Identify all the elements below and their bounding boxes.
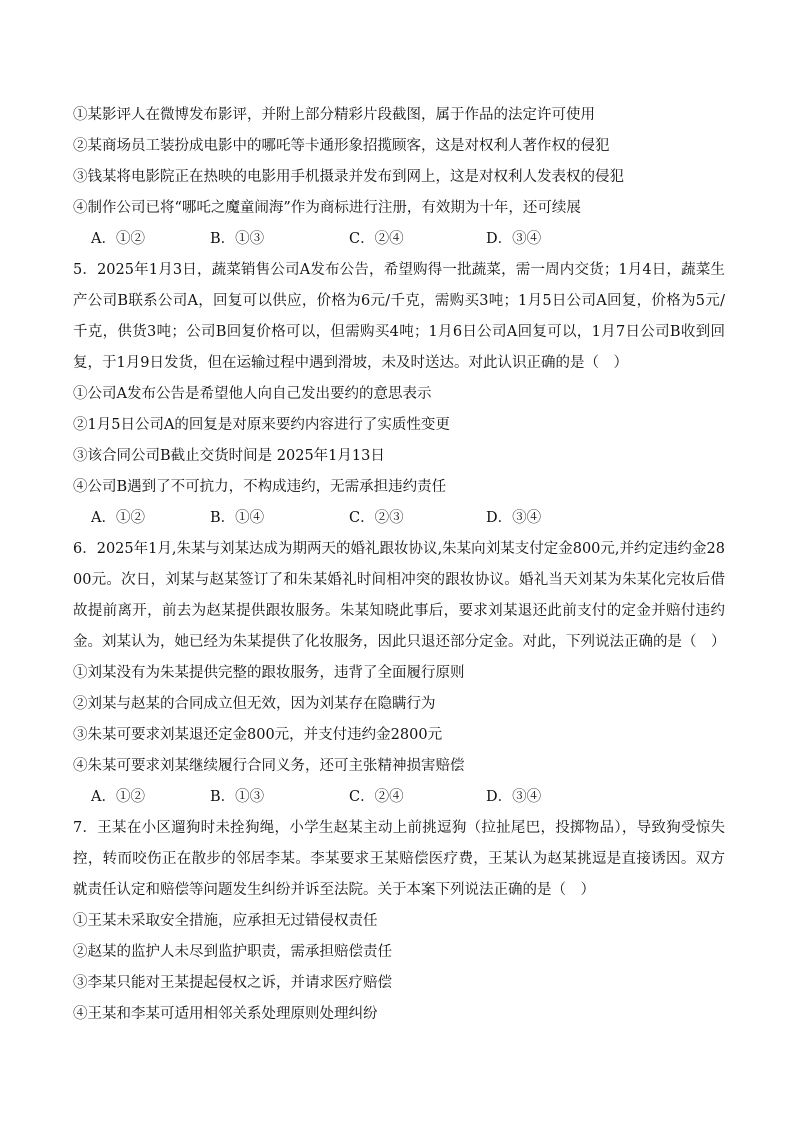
question-5	[73, 255, 725, 534]
q4-options	[73, 224, 725, 255]
q7-statement-2: ②赵某的监护人未尽到监护职责，需承担赔偿责任	[73, 944, 392, 960]
q4-statement-3: ③钱某将电影院正在热映的电影用手机摄录并发布到网上，这是对权利人发表权的侵犯	[73, 169, 624, 185]
q5-statement-4: ④公司B遇到了不可抗力，不构成违约，无需承担违约责任	[73, 479, 447, 495]
q6-options	[73, 782, 725, 813]
q4-statement-1: ①某影评人在微博发布影评，并附上部分精彩片段截图，属于作品的法定许可使用	[73, 107, 595, 123]
exam-content	[73, 100, 725, 1030]
q6-option-c: C．②④	[349, 789, 404, 805]
q7-stem: 7．王某在小区遛狗时未拴狗绳，小学生赵某主动上前挑逗狗（拉扯尾巴，投掷物品），导致狗受惊失控，转而咬伤正在散步的邻居李某。李某要求王某赔偿医疗费，王某认为赵某挑逗是直接诱因。双方就责任认定和赔偿等问题发生纠纷并诉至法院。关于本案下列说法正确的是（ ）	[73, 820, 725, 898]
q4-statement-4: ④制作公司已将“哪吒之魔童闹海”作为商标进行注册，有效期为十年，还可续展	[73, 200, 581, 216]
q6-stem: 6．2025年1月,朱某与刘某达成为期两天的婚礼跟妆协议,朱某向刘某支付定金800元,并约定违约金2800元。次日，刘某与赵某签订了和朱某婚礼时间相冲突的跟妆协议。婚礼当天刘某为朱某化完妆后借故提前离开，前去为赵某提供跟妆服务。朱某知晓此事后，要求刘某退还此前支付的定金并赔付违约金。刘某认为，她已经为朱某提供了化妆服务，因此只退还部分定金。对此，下列说法正确的是（ ）	[73, 541, 726, 650]
q4-option-d: D．③④	[486, 231, 542, 247]
q5-option-c: C．②③	[349, 510, 404, 526]
q6-statement-1: ①刘某没有为朱某提供完整的跟妆服务，违背了全面履行原则	[73, 665, 465, 681]
q6-statement-2: ②刘某与赵某的合同成立但无效，因为刘某存在隐瞒行为	[73, 696, 436, 712]
q6-option-d: D．③④	[486, 789, 542, 805]
question-4	[73, 100, 725, 255]
q4-option-b: B．①③	[210, 231, 265, 247]
q6-statement-3: ③朱某可要求刘某退还定金800元，并支付违约金2800元	[73, 727, 443, 743]
q6-option-a: A．①②	[91, 789, 145, 805]
q5-option-a: A．①②	[91, 510, 145, 526]
q6-option-b: B．①③	[210, 789, 265, 805]
question-7	[73, 813, 725, 1030]
q5-option-d: D．③④	[486, 510, 542, 526]
q4-statement-2: ②某商场员工装扮成电影中的哪吒等卡通形象招揽顾客，这是对权利人著作权的侵犯	[73, 138, 610, 154]
q7-statement-4: ④王某和李某可适用相邻关系处理原则处理纠纷	[73, 1006, 378, 1022]
q5-option-b: B．①④	[210, 510, 265, 526]
q5-stem: 5．2025年1月3日，蔬菜销售公司A发布公告，希望购得一批蔬菜，需一周内交货；1月4日，蔬菜生产公司B联系公司A，回复可以供应，价格为6元/千克，需购买3吨；1月5日公司A回复，价格为5元/千克，供货3吨；公司B回复价格可以，但需购买4吨；1月6日公司A回复可以，1月7日公司B收到回复，于1月9日发货，但在运输过程中遇到滑坡，未及时送达。对此认识正确的是（ ）	[73, 262, 725, 371]
q4-option-a: A．①②	[91, 231, 145, 247]
q6-statement-4: ④朱某可要求刘某继续履行合同义务，还可主张精神损害赔偿	[73, 758, 465, 774]
q5-statement-1: ①公司A发布公告是希望他人向自己发出要约的意思表示	[73, 386, 432, 402]
q7-statement-1: ①王某未采取安全措施，应承担无过错侵权责任	[73, 913, 378, 929]
q5-statement-2: ②1月5日公司A的回复是对原来要约内容进行了实质性变更	[73, 417, 450, 433]
q7-statement-3: ③李某只能对王某提起侵权之诉，并请求医疗赔偿	[73, 975, 392, 991]
q5-options	[73, 503, 725, 534]
q5-statement-3: ③该合同公司B截止交货时间是 2025年1月13日	[73, 448, 385, 464]
q4-option-c: C．②④	[349, 231, 404, 247]
question-6	[73, 534, 725, 813]
